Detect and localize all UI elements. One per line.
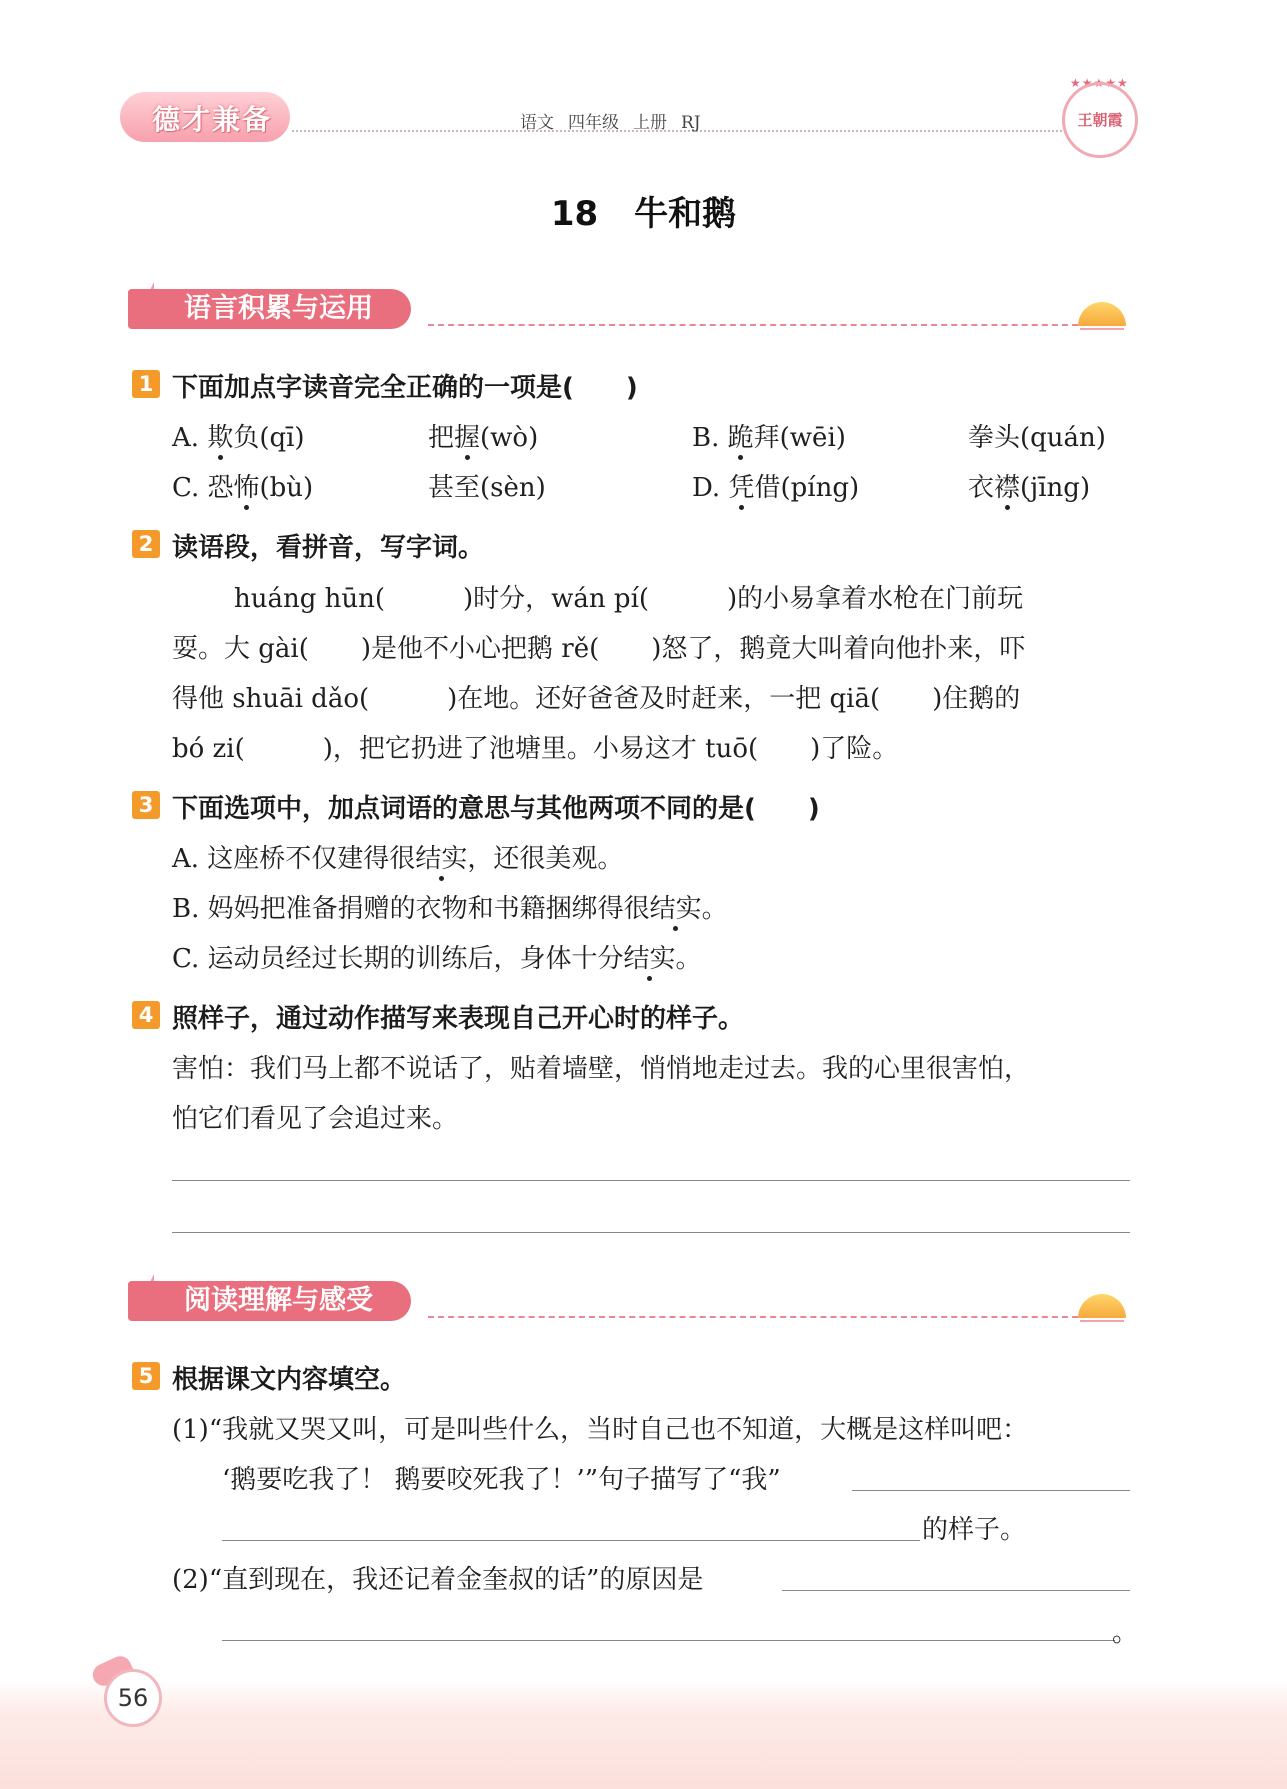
stamp-text: 王朝霞 [1077, 111, 1123, 129]
subject-label: 语文 [520, 113, 554, 133]
question-5-prompt: 根据课文内容填空。 [172, 1365, 407, 1395]
section-title: 语言积累与运用 [184, 293, 373, 324]
q2-passage-line: bó zi( )，把它扔进了池塘里。小易这才 tuō( )了险。 [172, 734, 899, 764]
q2-passage-line: huáng hūn( )时分，wán pí( )的小易拿着水枪在门前玩 [234, 584, 1024, 614]
q3-option-b: B. 妈妈把准备捐赠的衣物和书籍捆绑得很结实。 [172, 894, 728, 924]
q3-option-c: C. 运动员经过长期的训练后，身体十分结实。 [172, 944, 702, 974]
sunset-icon [1078, 302, 1126, 326]
q2-passage-line: 耍。大 gài( )是他不小心把鹅 rě( )怒了，鹅竟大叫着向他扑来，吓 [172, 634, 1026, 664]
section-banner-language [128, 289, 411, 329]
question-number-5: 5 [132, 1362, 160, 1390]
stamp-stars: ★★★★★ [1070, 76, 1129, 90]
q3-option-a: A. 这座桥不仅建得很结实，还很美观。 [172, 844, 624, 874]
book-info [520, 108, 715, 133]
question-number-4: 4 [132, 1001, 160, 1029]
question-4-prompt: 照样子，通过动作描写来表现自己开心时的样子。 [172, 1004, 745, 1034]
brand-logo [120, 92, 290, 142]
q4-example-line: 怕它们看见了会追过来。 [172, 1104, 459, 1134]
q1-option-b2: 拳头(quán) [968, 423, 1106, 453]
grade-label: 四年级 [568, 113, 619, 133]
question-number-1: 1 [132, 370, 160, 398]
section-divider [428, 1316, 1078, 1318]
q1-option-c: C. 恐怖(bù) [172, 473, 314, 503]
answer-line[interactable] [222, 1640, 1115, 1641]
q5-part2-line: (2)“直到现在，我还记着金奎叔的话”的原因是 [172, 1565, 704, 1595]
lesson-title [0, 186, 1287, 235]
question-number-3: 3 [132, 791, 160, 819]
q1-option-a: A. 欺负(qī) [172, 423, 305, 453]
lesson-number: 18 [550, 194, 599, 234]
question-2-prompt: 读语段，看拼音，写字词。 [172, 533, 485, 563]
q1-option-d: D. 凭借(píng) [692, 473, 860, 503]
question-1-prompt: 下面加点字读音完全正确的一项是( ) [172, 373, 638, 403]
question-number-2: 2 [132, 530, 160, 558]
q5-part1-line: ‘鹅要吃我了！ 鹅要咬死我了！’”句子描写了“我” [222, 1465, 781, 1495]
water-line [1080, 328, 1124, 330]
q5-part2-end: 。 [1112, 1618, 1139, 1648]
q5-part1-line: (1)“我就又哭又叫，可是叫些什么，当时自己也不知道，大概是这样叫吧： [172, 1415, 1029, 1445]
answer-line[interactable] [172, 1180, 1130, 1181]
q1-option-d2: 衣襟(jīng) [968, 473, 1091, 503]
lesson-name: 牛和鹅 [634, 194, 737, 234]
volume-label: 上册 [633, 113, 667, 133]
answer-line[interactable] [852, 1490, 1130, 1491]
water-line [1080, 1320, 1124, 1322]
q4-example-line: 害怕：我们马上都不说话了，贴着墙壁，悄悄地走过去。我的心里很害怕， [172, 1054, 1031, 1084]
q1-option-a2: 把握(wò) [428, 423, 539, 453]
q1-option-b: B. 跪拜(wēi) [692, 423, 846, 453]
q5-part1-end: 的样子。 [922, 1515, 1027, 1545]
footer-background [0, 1680, 1287, 1789]
answer-line[interactable] [782, 1590, 1130, 1591]
section-banner-reading [128, 1281, 411, 1321]
q2-passage-line: 得他 shuāi dǎo( )在地。还好爸爸及时赶来，一把 qiā( )住鹅的 [172, 684, 1021, 714]
question-3-prompt: 下面选项中，加点词语的意思与其他两项不同的是( ) [172, 794, 820, 824]
edition-label: RJ [681, 113, 701, 133]
brand-text: 德才兼备 [152, 103, 273, 136]
q1-option-c2: 甚至(sèn) [428, 473, 546, 503]
page-number: 56 [104, 1669, 162, 1727]
section-divider [428, 324, 1078, 326]
sunset-icon [1078, 1294, 1126, 1318]
answer-line[interactable] [172, 1232, 1130, 1233]
author-stamp [1062, 82, 1138, 158]
section-title: 阅读理解与感受 [184, 1285, 373, 1316]
answer-line[interactable] [222, 1540, 920, 1541]
